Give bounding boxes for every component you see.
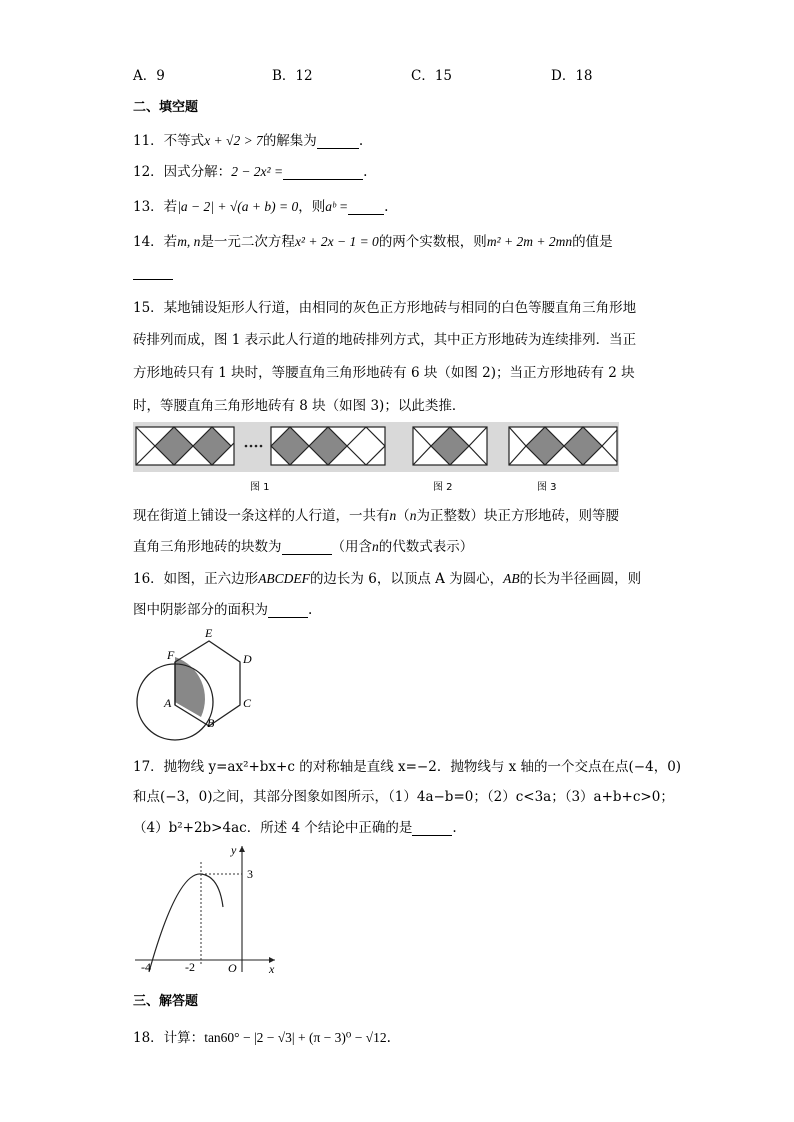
- fig3-caption: 图 3: [537, 482, 557, 493]
- q15-line-4: 时，等腰直角三角形地砖有 8 块（如图 3)；以此类推．: [133, 398, 466, 414]
- label-d: D: [243, 652, 252, 666]
- fig2-tiles: [413, 427, 487, 465]
- q11-answer-blank[interactable]: [317, 134, 359, 149]
- q14-answer-line: [133, 262, 173, 282]
- fig1-right-strip: [271, 427, 385, 465]
- fig2-caption: 图 2: [433, 482, 453, 493]
- fig1-caption: 图 1: [250, 482, 270, 493]
- q17-period: .: [452, 820, 457, 836]
- q15-question-line-1: [133, 506, 619, 526]
- q15-line-2: 砖排列而成，图 1 表示此人行道的地砖排列方式，其中正方形地砖为连续排列．当正: [133, 332, 637, 348]
- q16-text-post: 的长为半径画圆，则: [519, 571, 642, 587]
- q17-answer-blank[interactable]: [412, 821, 452, 836]
- q13-answer-blank[interactable]: [348, 200, 384, 215]
- q11-period: .: [358, 133, 364, 149]
- q15-q-text: 现在街道上铺设一条这样的人行道，一共有: [133, 508, 390, 524]
- q18-text: 18．计算：: [133, 1030, 205, 1046]
- tick-label-3: 3: [247, 867, 253, 881]
- axis-label-y: y: [231, 843, 237, 857]
- q12-answer-blank[interactable]: [283, 165, 363, 180]
- q15-q2-text: 直角三角形地砖的块数为: [133, 539, 282, 555]
- option-d: D．18: [551, 68, 593, 84]
- q14-answer-blank[interactable]: [133, 265, 173, 280]
- q16-segment-ab: AB: [503, 571, 520, 586]
- label-e: E: [205, 626, 213, 640]
- q14-text-post: 的值是: [572, 234, 613, 250]
- question-13: [133, 197, 388, 217]
- parabola-curve: [149, 874, 223, 972]
- option-b: B．12: [272, 68, 313, 84]
- q15-paren: （: [396, 508, 410, 524]
- q13-text: 13．若: [133, 199, 178, 215]
- q14-text-mid: 是一元二次方程: [200, 234, 295, 250]
- axis-label-x: x: [269, 962, 275, 976]
- q16-hexagon-name: ABCDEF: [258, 571, 310, 586]
- q14-text-mid2: 的两个实数根，则: [378, 234, 487, 250]
- q15-q2-end: 的代数式表示）: [378, 539, 474, 555]
- q16-hexagon-figure: [125, 625, 265, 740]
- q17-parabola-graph: [135, 842, 285, 977]
- label-b: B: [207, 716, 215, 730]
- origin-label: O: [228, 961, 237, 975]
- question-14: [133, 232, 613, 252]
- question-12: [133, 162, 367, 182]
- q16-line2-text: 图中阴影部分的面积为: [133, 602, 268, 618]
- q11-text: 11．不等式: [133, 133, 205, 149]
- q14-text: 14．若: [133, 234, 178, 250]
- q15-q2-var-n: n: [372, 539, 379, 554]
- q14-equation: x² + 2x − 1 = 0: [294, 234, 379, 249]
- q15-question-line-2: [133, 537, 473, 557]
- fig1-left-strip: [136, 427, 234, 465]
- q15-answer-blank[interactable]: [282, 540, 332, 555]
- q14-vars: m, n: [177, 234, 201, 249]
- q17-line3-text: （4）b²+2b>4ac．所述 4 个结论中正确的是: [133, 820, 413, 836]
- option-a: A．9: [133, 68, 165, 84]
- q13-period: .: [384, 199, 389, 215]
- q15-line-3: 方形地砖只有 1 块时，等腰直角三角形地砖有 6 块（如图 2)；当正方形地砖有 2 块: [133, 365, 635, 381]
- q15-q2-paren: （用含: [331, 539, 372, 555]
- q15-var-n-2: n: [409, 508, 417, 523]
- q13-formula-2: aᵇ =: [325, 199, 349, 214]
- q14-expression: m² + 2m + 2mn: [486, 234, 573, 249]
- option-c: C．15: [411, 68, 453, 84]
- q18-period: .: [386, 1030, 391, 1046]
- tick-label-neg2: -2: [185, 960, 195, 974]
- q18-expression: tan60° − |2 − √3| + (π − 3)⁰ − √12: [204, 1030, 387, 1045]
- q15-figure-1: [133, 422, 619, 472]
- q17-line-3: [133, 818, 457, 838]
- q11-formula: x + √2 > 7: [204, 133, 263, 148]
- fig3-tiles: [509, 427, 617, 465]
- label-c: C: [243, 696, 252, 710]
- question-18: [133, 1028, 391, 1048]
- q12-period: .: [363, 164, 368, 180]
- q16-text-mid: 的边长为 6，以顶点 A 为圆心，: [309, 571, 504, 587]
- question-16-line-1: [133, 569, 641, 589]
- q16-answer-blank[interactable]: [268, 603, 308, 618]
- q12-formula: 2 − 2x² =: [231, 164, 284, 179]
- q13-text-mid: ，则: [298, 199, 326, 215]
- q12-text: 12．因式分解：: [133, 164, 232, 180]
- q15-line-1: 15．某地铺设矩形人行道，由相同的灰色正方形地砖与相同的白色等腰直角三角形地: [133, 300, 637, 316]
- label-a: A: [164, 696, 172, 710]
- section-heading-solutions: 三、解答题: [133, 994, 199, 1009]
- q17-line-2: 和点(−3，0)之间，其部分图象如图所示，（1）4a−b=0；（2）c<3a；（3）a+b+c>0；: [133, 789, 674, 805]
- section-heading-fill-in: 二、填空题: [133, 100, 199, 115]
- q11-text-post: 的解集为: [262, 133, 317, 149]
- question-16-line-2: 图中阴影部分的面积为 .: [133, 602, 313, 618]
- q15-q-text-post: 为正整数）块正方形地砖，则等腰: [416, 508, 619, 524]
- label-f: F: [167, 648, 175, 662]
- q16-text: 16．如图，正六边形: [133, 571, 259, 587]
- q15-var-n: n: [389, 508, 397, 523]
- question-11: [133, 131, 363, 151]
- tick-label-neg4: -4: [141, 960, 151, 974]
- q17-line-1: 17．抛物线 y=ax²+bx+c 的对称轴是直线 x=−2．抛物线与 x 轴的一个交点在点(−4，0): [133, 759, 682, 775]
- q13-formula: |a − 2| + √(a + b) = 0: [177, 199, 299, 214]
